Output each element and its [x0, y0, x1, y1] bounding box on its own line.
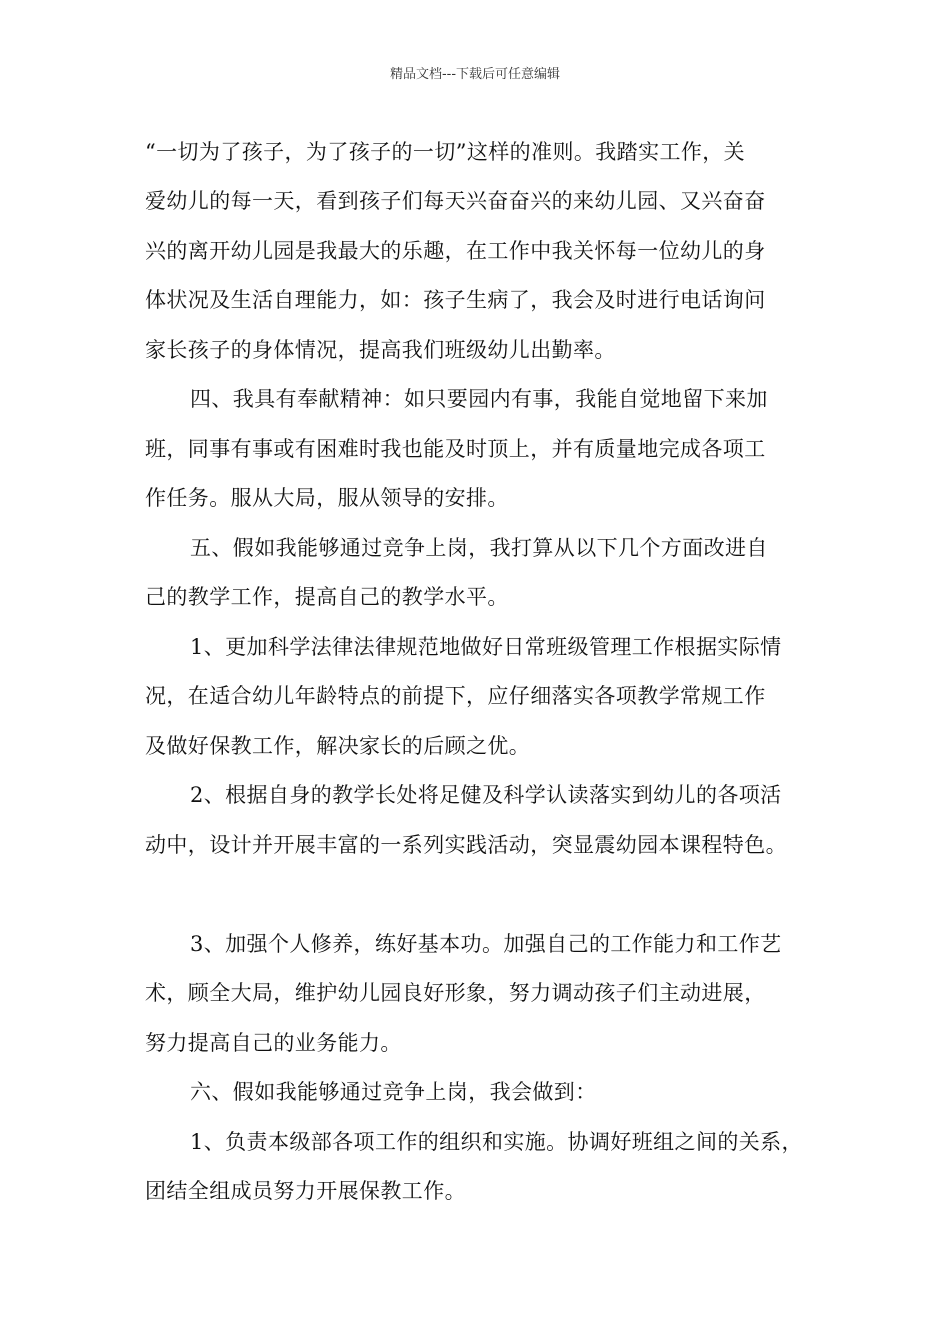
text-line: 家长孩子的身体情况，提高我们班级幼儿出勤率。	[145, 338, 616, 362]
text-line: 及做好保教工作，解决家长的后顾之优。	[145, 734, 531, 758]
text-line: 己的教学工作，提高自己的教学水平。	[145, 585, 509, 609]
text-line: 努力提高自己的业务能力。	[145, 1031, 402, 1055]
text-line: “一切为了孩子，为了孩子的一切”这样的准则。我踏实工作，关	[145, 140, 746, 164]
text-line: 况，在适合幼儿年龄特点的前提下，应仔细落实各项教学常规工作	[145, 684, 766, 708]
text-line: 四、我具有奉献精神：如只要园内有事，我能自觉地留下来加	[190, 387, 768, 411]
page-header: 精品文档---下载后可任意编辑	[389, 67, 561, 82]
text-line: 五、假如我能够通过竞争上岗，我打算从以下几个方面改进自	[190, 536, 768, 560]
text-line: 爱幼儿的每一天，看到孩子们每天兴奋奋兴的来幼儿园、又兴奋奋	[145, 189, 766, 213]
text-line: 六、假如我能够通过竞争上岗，我会做到：	[190, 1080, 597, 1104]
text-line: 3、加强个人修养，练好基本功。加强自己的工作能力和工作艺	[190, 932, 782, 956]
text-line: 2、根据自身的教学长处将足健及科学认读落实到幼儿的各项活	[190, 783, 782, 807]
text-line: 团结全组成员努力开展保教工作。	[145, 1179, 466, 1203]
text-line: 体状况及生活自理能力，如：孩子生病了，我会及时进行电话询问	[145, 288, 766, 312]
text-line: 动中，设计并开展丰富的一系列实践活动，突显震幼园本课程特色。	[145, 833, 787, 857]
text-line: 1、更加科学法律法律规范地做好日常班级管理工作根据实际情	[190, 635, 782, 659]
text-line: 班，同事有事或有困难时我也能及时顶上，并有质量地完成各项工	[145, 437, 766, 461]
text-line: 作任务。服从大局，服从领导的安排。	[145, 486, 509, 510]
text-line: 1、负责本级部各项工作的组织和实施。协调好班组之间的关系，	[190, 1130, 803, 1154]
text-line: 术，顾全大局，维护幼儿园良好形象，努力调动孩子们主动进展，	[145, 981, 766, 1005]
text-line: 兴的离开幼儿园是我最大的乐趣，在工作中我关怀每一位幼儿的身	[145, 239, 766, 263]
